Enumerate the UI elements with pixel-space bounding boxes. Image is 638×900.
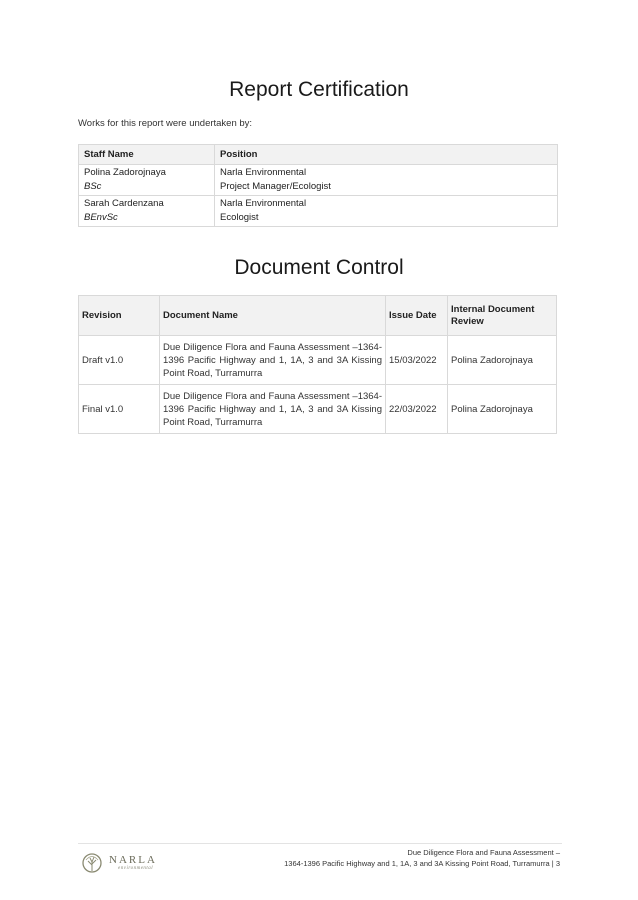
table-row — [79, 196, 558, 227]
document-name-cell: Due Diligence Flora and Fauna Assessment –1364-1396 Pacific Highway and 1, 1A, 3 and 3A Kissing Point Road, Turramurra — [160, 336, 386, 385]
company: Narla Environmental — [220, 167, 307, 178]
header-revision: Revision — [79, 296, 160, 336]
document-control-header — [79, 296, 557, 336]
header-internal-review: Internal Document Review — [448, 296, 557, 336]
footer-line-2: 1364-1396 Pacific Highway and 1, 1A, 3 and 3A Kissing Point Road, Turramurra | 3 — [284, 859, 560, 868]
staff-table-header — [79, 145, 558, 165]
footer-text — [284, 847, 560, 869]
staff-name: Sarah Cardenzana — [84, 198, 164, 209]
document-control-table — [78, 295, 557, 434]
review-cell: Polina Zadorojnaya — [448, 385, 557, 434]
header-issue-date: Issue Date — [386, 296, 448, 336]
role: Project Manager/Ecologist — [220, 181, 331, 192]
footer-line-1: Due Diligence Flora and Fauna Assessment – — [407, 848, 560, 857]
document-name-cell: Due Diligence Flora and Fauna Assessment –1364-1396 Pacific Highway and 1, 1A, 3 and 3A Kissing Point Road, Turramurra — [160, 385, 386, 434]
document-control-title: Document Control — [234, 256, 404, 279]
issue-date-cell: 15/03/2022 — [386, 336, 448, 385]
revision-cell: Draft v1.0 — [79, 336, 160, 385]
staff-table — [78, 144, 558, 227]
table-row — [79, 165, 558, 196]
review-cell: Polina Zadorojnaya — [448, 336, 557, 385]
staff-name-cell — [79, 165, 215, 196]
header-position: Position — [215, 145, 558, 165]
certification-intro: Works for this report were undertaken by: — [78, 118, 253, 129]
header-document-name: Document Name — [160, 296, 386, 336]
revision-cell: Final v1.0 — [79, 385, 160, 434]
staff-qualification: BSc — [84, 181, 102, 192]
table-row — [79, 336, 557, 385]
footer-divider — [78, 843, 562, 844]
company: Narla Environmental — [220, 198, 307, 209]
position-cell — [215, 196, 558, 227]
table-row — [79, 385, 557, 434]
header-staff-name: Staff Name — [79, 145, 215, 165]
role: Ecologist — [220, 212, 259, 223]
staff-qualification: BEnvSc — [84, 212, 118, 223]
logo-text: NARLA — [109, 854, 157, 866]
report-certification-title: Report Certification — [229, 78, 409, 101]
logo-subtext: environmental — [118, 866, 154, 871]
staff-name-cell — [79, 196, 215, 227]
issue-date-cell: 22/03/2022 — [386, 385, 448, 434]
position-cell — [215, 165, 558, 196]
staff-name: Polina Zadorojnaya — [84, 167, 166, 178]
